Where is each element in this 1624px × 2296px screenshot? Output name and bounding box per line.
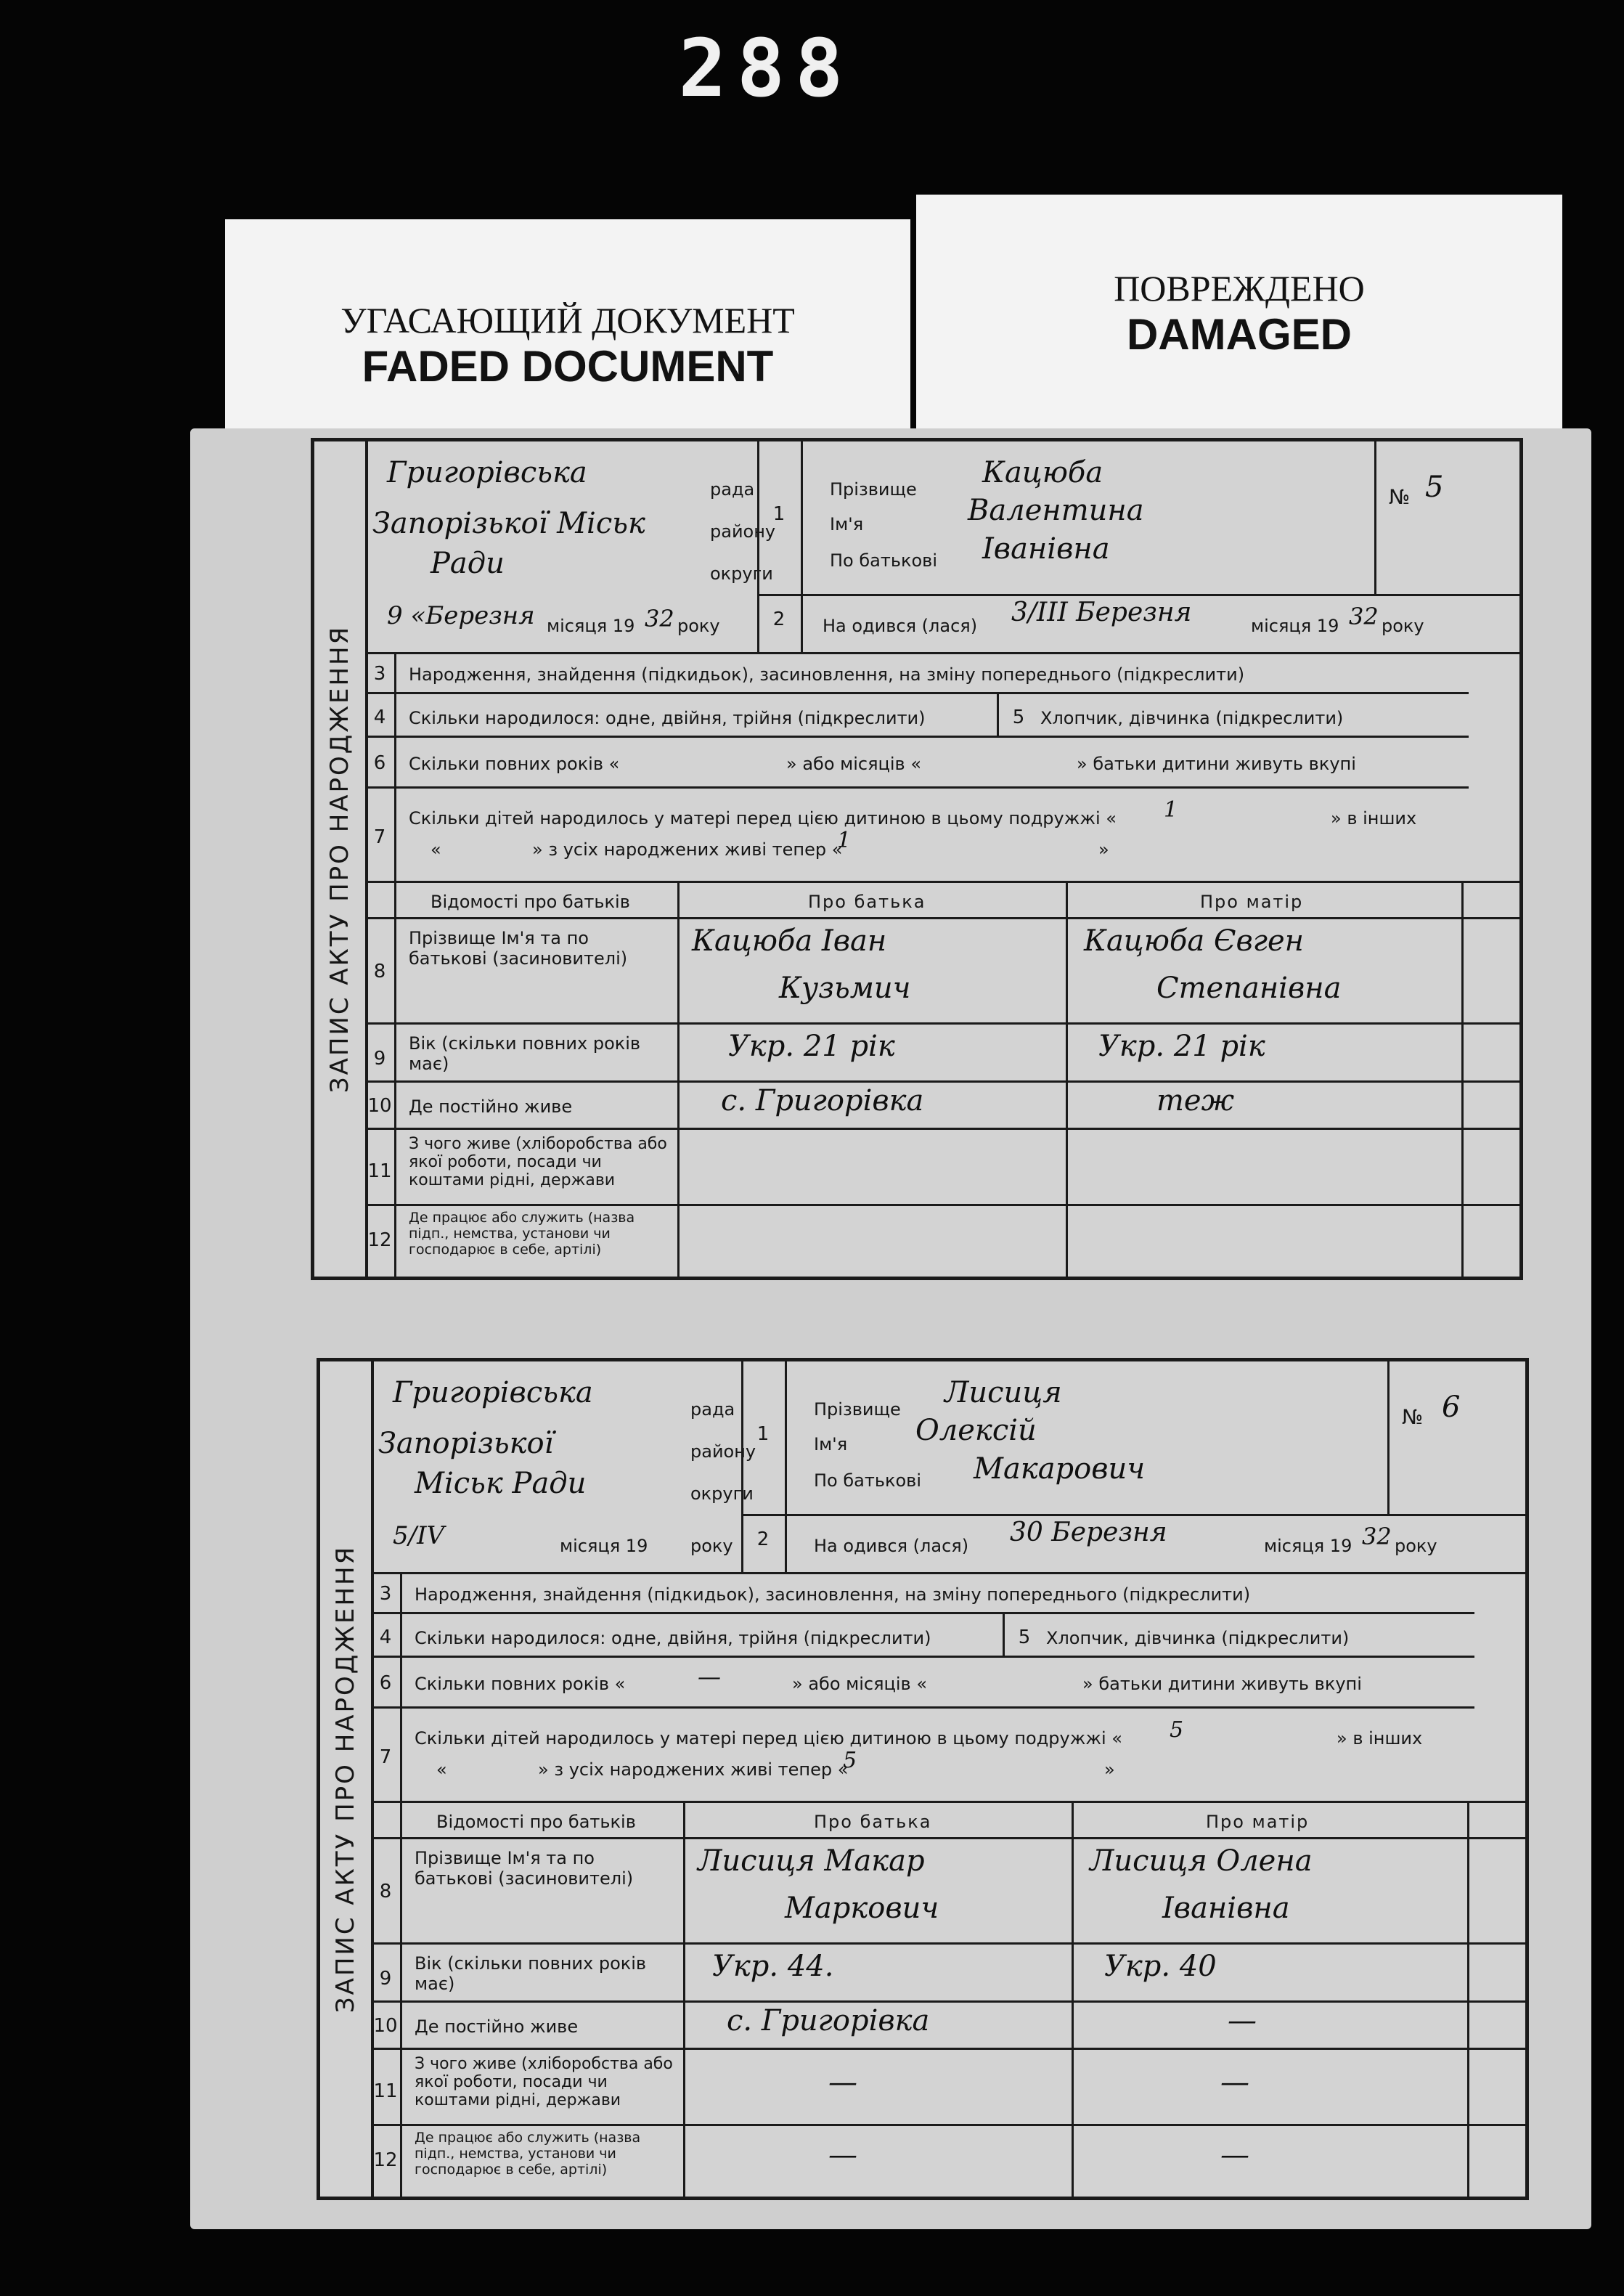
row-number-3: 3 <box>379 1583 392 1605</box>
rada-name: Григорівська <box>387 456 587 489</box>
surname-label: Прізвище <box>830 479 917 500</box>
patronymic-label: По батькові <box>814 1470 921 1491</box>
mother-name: Лисиця Олена <box>1090 1844 1313 1878</box>
row-number-5: 5 <box>1018 1627 1031 1648</box>
father-patronymic: Кузьмич <box>779 972 911 1005</box>
born-year-label: року <box>1382 616 1424 636</box>
row-number-9: 9 <box>379 1968 392 1990</box>
row-number-5: 5 <box>1012 707 1025 728</box>
row-number-12: 12 <box>373 2149 398 2171</box>
row7-before-label: Скільки дітей народилось у матері перед цією дитиною в цьому подружжі « <box>415 1728 1122 1749</box>
row-number-1: 1 <box>756 1423 770 1445</box>
father-workplace: — <box>828 2138 857 2172</box>
mother-header: Про матір <box>1206 1812 1310 1832</box>
damaged-label <box>916 195 1562 434</box>
r11-label: З чого живе (хліборобства або якої роботи, посади чи коштами рідні, держави <box>415 2055 673 2109</box>
faded-label-ru: УГАСАЮЩИЙ ДОКУМЕНТ <box>340 300 795 341</box>
row-number-6: 6 <box>379 1672 392 1694</box>
row6-years-label: Скільки повних років « <box>409 754 620 774</box>
okrug-name: Ради <box>431 547 505 580</box>
father-occupation: — <box>828 2066 857 2099</box>
okrugy-label: округи <box>690 1483 754 1504</box>
r12-label: Де працює або служить (назва підп., немства, установи чи господарює в себе, артілі) <box>415 2130 641 2178</box>
father-age: Укр. 44. <box>712 1950 834 1983</box>
row7-alive-label: » з усіх народжених живі тепер « <box>532 839 843 860</box>
row7-open-quote: « <box>431 839 441 860</box>
raion-name: Запорізької <box>378 1427 554 1460</box>
birth-record-2 <box>317 1358 1529 2200</box>
born-label: На одився (лася) <box>823 616 978 636</box>
row-number-10: 10 <box>367 1095 392 1117</box>
row7-before: 5 <box>1170 1717 1184 1743</box>
month-label: місяця 19 <box>547 616 635 636</box>
row7-alive-label: » з усіх народжених живі тепер « <box>538 1759 849 1780</box>
damaged-label-en: DAMAGED <box>1127 310 1352 359</box>
row-number-12: 12 <box>367 1229 392 1251</box>
row-number-4: 4 <box>373 707 386 728</box>
row6-years: — <box>698 1663 721 1690</box>
registration-year: 32 <box>645 605 674 632</box>
year-label: року <box>677 616 720 636</box>
mother-patronymic: Степанівна <box>1156 972 1342 1005</box>
child-patronymic: Макарович <box>974 1452 1146 1486</box>
row-number-2: 2 <box>772 608 786 630</box>
name-label: Ім'я <box>830 514 864 534</box>
row6-together-label: » батьки дитини живуть вкупі <box>1077 754 1356 774</box>
month-label: місяця 19 <box>560 1536 648 1556</box>
faded-document-label <box>225 219 910 437</box>
parents-header: Відомості про батьків <box>436 1812 636 1832</box>
row7-before-label: Скільки дітей народилось у матері перед цією дитиною в цьому подружжі « <box>409 808 1117 829</box>
child-name: Олексій <box>915 1414 1037 1447</box>
row3-text: Народження, знайдення (підкидьок), засиновлення, на зміну попереднього (підкреслити) <box>409 664 1245 685</box>
registration-date: 9 «Березня <box>387 601 535 630</box>
child-name: Валентина <box>968 494 1144 527</box>
row-number-1: 1 <box>772 503 786 525</box>
row7-other-label: » в інших <box>1331 808 1417 829</box>
row-number-7: 7 <box>373 826 386 848</box>
row7-open-quote: « <box>436 1759 447 1780</box>
number-label: № <box>1389 485 1411 509</box>
child-surname: Лисиця <box>944 1376 1062 1409</box>
father-patronymic: Маркович <box>785 1892 939 1925</box>
r10-label: Де постійно живе <box>409 1096 573 1117</box>
row-number-7: 7 <box>379 1746 392 1768</box>
record-sidebar: ЗАПИС АКТУ ПРО НАРОДЖЕННЯ <box>320 1361 374 2197</box>
r8-label: Прізвище Ім'я та по батькові (засиновителі) <box>415 1848 634 1889</box>
row-number-2: 2 <box>756 1528 770 1550</box>
r12-label: Де працює або служить (назва підп., немства, установи чи господарює в себе, артілі) <box>409 1210 635 1258</box>
mother-occupation: — <box>1220 2066 1249 2099</box>
mother-residence: теж <box>1156 1084 1235 1118</box>
father-header: Про батька <box>814 1812 932 1832</box>
rada-name: Григорівська <box>393 1376 593 1409</box>
born-year: 32 <box>1349 603 1379 630</box>
row-number-8: 8 <box>373 961 386 982</box>
name-label: Ім'я <box>814 1434 848 1454</box>
row7-alive: 1 <box>837 828 852 853</box>
row7-other-label: » в інших <box>1337 1728 1423 1749</box>
child-surname: Кацюба <box>982 456 1103 489</box>
record-number: 6 <box>1442 1391 1461 1424</box>
year-label: року <box>690 1536 733 1556</box>
row6-years-label: Скільки повних років « <box>415 1674 626 1694</box>
okrug-name: Міськ Ради <box>415 1467 587 1500</box>
row-number-11: 11 <box>367 1160 392 1182</box>
mother-age: Укр. 21 рік <box>1098 1030 1265 1063</box>
raion-label: району <box>710 521 776 542</box>
rada-label: рада <box>710 479 755 500</box>
number-label: № <box>1402 1405 1424 1429</box>
father-name: Кацюба Іван <box>692 924 887 958</box>
born-year: 32 <box>1362 1523 1392 1550</box>
okrugy-label: округи <box>710 563 773 584</box>
row6-months-label: » або місяців « <box>786 754 921 774</box>
r9-label: Вік (скільки повних років має) <box>409 1033 641 1074</box>
row-number-8: 8 <box>379 1881 392 1902</box>
father-name: Лисиця Макар <box>698 1844 925 1878</box>
father-residence: с. Григорівка <box>727 2004 930 2038</box>
parents-header: Відомості про батьків <box>431 892 630 912</box>
mother-residence: — <box>1228 2004 1257 2038</box>
row5-text: Хлопчик, дівчинка (підкреслити) <box>1046 1628 1350 1648</box>
faded-label-en: FADED DOCUMENT <box>362 342 774 391</box>
row7-close-quote: » <box>1104 1759 1115 1780</box>
row-number-6: 6 <box>373 752 386 774</box>
registration-date: 5/IV <box>393 1521 445 1550</box>
row5-text: Хлопчик, дівчинка (підкреслити) <box>1040 708 1344 728</box>
born-label: На одився (лася) <box>814 1536 969 1556</box>
damaged-label-ru: ПОВРЕЖДЕНО <box>1114 268 1365 309</box>
r9-label: Вік (скільки повних років має) <box>415 1953 647 1994</box>
mother-age: Укр. 40 <box>1104 1950 1217 1983</box>
row6-together-label: » батьки дитини живуть вкупі <box>1082 1674 1362 1694</box>
row7-alive: 5 <box>843 1748 857 1773</box>
born-year-label: року <box>1395 1536 1437 1556</box>
father-age: Укр. 21 рік <box>728 1030 895 1063</box>
mother-patronymic: Іванівна <box>1162 1892 1290 1925</box>
record-number: 5 <box>1425 471 1444 504</box>
born-month-label: місяця 19 <box>1264 1536 1352 1556</box>
r10-label: Де постійно живе <box>415 2016 579 2037</box>
birth-record-1 <box>311 438 1523 1280</box>
row4-text: Скільки народилося: одне, двійня, трійня (підкреслити) <box>409 708 926 728</box>
rada-label: рада <box>690 1399 735 1420</box>
born-date: 3/III Березня <box>1011 598 1192 627</box>
mother-header: Про матір <box>1200 892 1304 912</box>
patronymic-label: По батькові <box>830 550 937 571</box>
born-date: 30 Березня <box>1010 1518 1167 1547</box>
row4-text: Скільки народилося: одне, двійня, трійня (підкреслити) <box>415 1628 931 1648</box>
born-month-label: місяця 19 <box>1251 616 1339 636</box>
mother-workplace: — <box>1220 2138 1249 2172</box>
child-patronymic: Іванівна <box>982 532 1110 566</box>
father-residence: с. Григорівка <box>721 1084 924 1118</box>
record-sidebar: ЗАПИС АКТУ ПРО НАРОДЖЕННЯ <box>314 441 368 1277</box>
surname-label: Прізвище <box>814 1399 901 1420</box>
row3-text: Народження, знайдення (підкидьок), засиновлення, на зміну попереднього (підкреслити) <box>415 1584 1251 1605</box>
father-header: Про батька <box>808 892 926 912</box>
page-number: 288 <box>678 22 854 115</box>
r8-label: Прізвище Ім'я та по батькові (засиновителі) <box>409 928 628 969</box>
row7-close-quote: » <box>1098 839 1109 860</box>
mother-name: Кацюба Євген <box>1084 924 1305 958</box>
r11-label: З чого живе (хліборобства або якої роботи, посади чи коштами рідні, держави <box>409 1135 667 1189</box>
row6-months-label: » або місяців « <box>792 1674 927 1694</box>
raion-label: району <box>690 1441 756 1462</box>
raion-name: Запорізької Міськ <box>372 507 645 540</box>
row-number-9: 9 <box>373 1048 386 1070</box>
row-number-3: 3 <box>373 663 386 685</box>
row-number-11: 11 <box>373 2080 398 2102</box>
row7-before: 1 <box>1164 797 1178 823</box>
row-number-4: 4 <box>379 1627 392 1648</box>
row-number-10: 10 <box>373 2015 398 2037</box>
